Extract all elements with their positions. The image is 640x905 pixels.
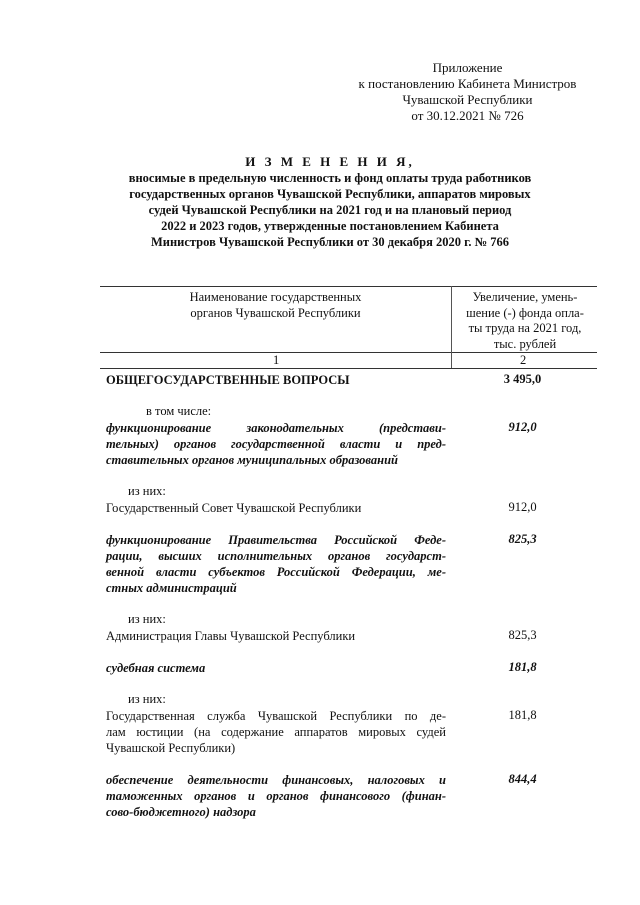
of-them-label: из них: [128,484,166,498]
title-line: 2022 и 2023 годов, утвержденные постановлением Кабинета [161,219,499,233]
appendix-line: Чувашской Республики [402,92,533,107]
appendix-date-line: от 30.12.2021 № 726 [411,108,524,123]
appendix-line: Приложение [432,60,503,75]
column-number-2: 2 [520,353,527,367]
table-column-divider [451,286,452,368]
title-line: вносимые в предельную численность и фонд оплаты труда работников [128,171,532,185]
of-them-label: из них: [128,612,166,626]
title-line: государственных органов Чувашской Республики, аппаратов мировых [129,187,531,201]
row-government-label: функционирование Правительства Российской Феде- рации, высших исполнительных органов государст- венной власти субъектов Российской Федерации, ме- стных администраций [106,533,446,595]
table-top-border [100,286,597,287]
column-header-amount: Увеличение, умень- шение (-) фонда опла- ты труда на 2021 год, тыс. рублей [466,290,584,351]
row-state-council-value: 912,0 [508,500,537,514]
title-line: судей Чувашской Республики на 2021 год и на плановый период [148,203,512,217]
appendix-block [340,60,595,124]
row-judicial-label: судебная система [106,661,206,675]
table-colnum-border [100,368,597,369]
including-label: в том числе: [146,404,212,418]
row-general-label: ОБЩЕГОСУДАРСТВЕННЫЕ ВОПРОСЫ [106,373,350,387]
row-head-admin-label: Администрация Главы Чувашской Республики [106,629,356,643]
of-them-label: из них: [128,692,166,706]
title-heading: И З М Е Н Е Н И Я, [245,154,415,169]
row-judicial-value: 181,8 [508,660,537,674]
row-financial-label: обеспечение деятельности финансовых, налоговых и таможенных органов и органов финансового (финан- сово-бюджетного) надзора [106,773,446,819]
column-number-1: 1 [273,353,280,367]
row-general-value: 3 495,0 [503,372,542,386]
title-line: Министров Чувашской Республики от 30 декабря 2020 г. № 766 [150,235,510,249]
row-state-council-label: Государственный Совет Чувашской Республики [106,501,362,515]
row-legislative-label: функционирование законодательных (представи- тельных) органов государственной власти и пред- ставительных органов муниципальных образований [106,421,446,467]
row-justice-service-label: Государственная служба Чувашской Республики по де- лам юстиции (на содержание аппаратов мировых судей Чувашской Республики) [106,709,446,755]
row-legislative-value: 912,0 [508,420,537,434]
row-head-admin-value: 825,3 [508,628,537,642]
document-title [100,154,560,250]
row-government-value: 825,3 [508,532,537,546]
row-financial-value: 844,4 [508,772,537,786]
row-justice-service-value: 181,8 [508,708,537,722]
column-header-name: Наименование государственных органов Чувашской Республики [189,290,362,320]
appendix-line: к постановлению Кабинета Министров [358,76,577,91]
